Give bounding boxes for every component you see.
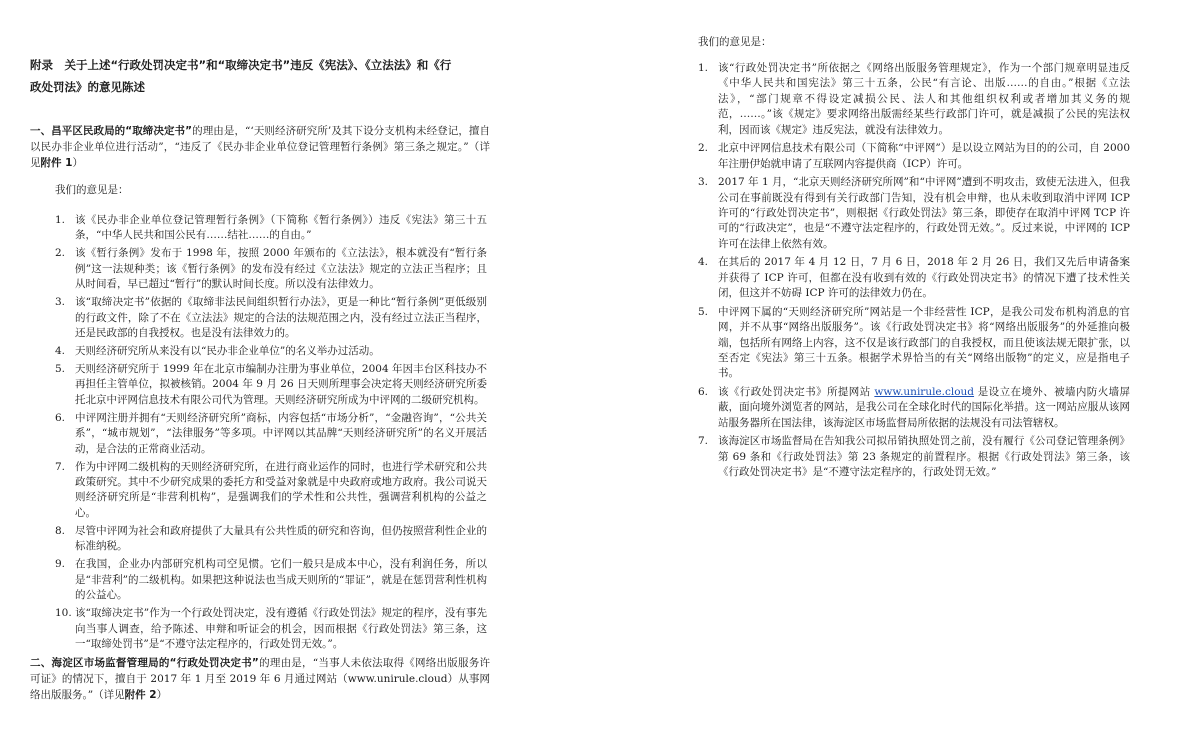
item-text-before-link: 该《行政处罚决定书》所提网站 [718,386,875,399]
list-item [55,411,487,457]
item-text: 该“取缔决定书”作为一个行政处罚决定，没有遵循《行政处罚法》规定的程序，没有事先向当事人调查，给予陈述、申辩和听证会的机会，因而根据《行政处罚法》第三条，这一“取缔处罚书”是“不遵守法定程序的，行政处罚无效。”。 [75,607,487,650]
list-item [55,362,487,408]
section1-opinion-label: 我们的意见是： [55,184,129,196]
item-number: 6. [698,386,709,399]
item-text: 中评网注册并拥有“天则经济研究所”商标，内容包括“市场分析”，“金融咨询”，“公共关系”，“城市规划”，“法律服务”等多项。中评网以其品牌“天则经济研究所”的名义开展活动，是合法的正常商业活动。 [75,411,487,455]
section1-heading [30,123,490,171]
item-text: 该“取缔决定书”依据的《取缔非法民间组织暂行办法》，更是一种比“暂行条例”更低级别的行政文件，除了不在《立法法》规定的合法的法规范围之内，没有经过立法正当程序，还是民政部的自我授权。也是没有法律效力的。 [75,296,487,340]
item-text: 天则经济研究所于 1999 年在北京市编制办注册为事业单位，2004 年因丰台区科技办不再担任主管单位，拟被核销。2004 年 9 月 26 日天则所理事会决定将天则经济研究所委托北京中评网信息技术有限公司代为管理。天则经济研究所成为中评网的二级研究机构。 [75,363,487,406]
item-text: 作为中评网二级机构的天则经济研究所，在进行商业运作的同时，也进行学术研究和公共政策研究。其中不少研究成果的委托方和受益对象就是中央政府或地方政府。我公司说天则经济研究所是“非营利机构”，是强调我们的学术性和公共性，强调营利机构的公益之心。 [75,460,487,519]
section2-heading-text: 的理由是，“当事人未依法取得《网络出版服务许可证》的情况下，擅自于 2017 年 1 月至 2019 年 6 月通过网站（www.unirule.cloud）从事网络出版服务。”（详见 [30,657,490,701]
item-text: 2017 年 1 月，“北京天则经济研究所网”和“中评网”遭到不明攻击，致使无法进入，但我公司在事前既没有得到有关行政部门告知，没有机会申辩，也从未收到取消中评网 ICP 许可的“行政处罚决定书”，则根据《行政处罚法》第三条，即使存在取消中评网 TCP 许可的“行政决定”，也是“不遵守法定程序的，行政处罚无效。”。反过来说，中评网的 ICP 许可在法律上依然有效。 [718,176,1130,250]
item-number: 1. [55,214,66,226]
list-item [698,141,1130,172]
item-text: 在我国，企业办内部研究机构司空见惯。它们一般只是成本中心，没有利润任务，所以是“非营利”的二级机构。如果把这种说法也当成天则所的“罪证”，就是在惩罚营利性机构的公益心。 [75,558,487,602]
section1-attachment-label: 附件 1 [40,157,73,169]
list-item [55,344,487,359]
item-number: 6. [55,411,66,424]
list-item [55,460,487,522]
section2-opinion-label: 我们的意见是： [698,36,772,48]
item-number: 4. [55,345,66,358]
item-number: 5. [698,305,709,318]
list-item [55,524,487,555]
list-item [698,434,1130,480]
item-text: 尽管中评网为社会和政府提供了大量具有公共性质的研究和咨询，但仍按照营利性企业的标准纳税。 [75,524,487,553]
list-item [698,385,1130,431]
item-number: 7. [698,435,709,448]
section1-heading-text: 的理由是，“‘天则经济研究所’及其下设分支机构未经登记，擅自以民办非企业单位进行活动”，“违反了《民办非企业单位登记管理暂行条例》第三条之规定。”（详见 [30,125,490,169]
list-item [55,246,487,292]
item-number: 2. [698,142,709,155]
section1-heading-closing: ） [72,157,83,169]
list-item [55,295,487,341]
section2-heading-bold: 二、海淀区市场监督管理局的“行政处罚决定书” [30,657,259,669]
item-number: 1. [698,62,709,74]
item-number: 5. [55,363,66,376]
list-item [698,175,1130,252]
list-item [55,213,487,244]
item-number: 4. [698,256,709,269]
item-text: 该《暂行条例》发布于 1998 年，按照 2000 年颁布的《立法法》，根本就没有“暂行条例”这一法规种类；该《暂行条例》的发布没有经过《立法法》规定的立法正当程序；且从时间看，早已超过“暂行”的默认时间长度。所以没有法律效力。 [75,247,487,291]
item-text: 该“行政处罚决定书”所依据之《网络出版服务管理规定》，作为一个部门规章明显违反《中华人民共和国宪法》第三十五条，公民“有言论、出版……的自由。”根据《立法法》，“部门规章不得设定减损公民、法人和其他组织权利或者增加其义务的规范，……。”该《规定》要求网络出版需经某些行政部门许可，就是减损了公民的宪法权利，因而该《规定》违反宪法，就没有法律效力。 [718,62,1130,136]
item-text: 在其后的 2017 年 4 月 12 日，7 月 6 日，2018 年 2 月 26 日，我们又先后申请备案并获得了 ICP 许可，但都在没有收到有效的《行政处罚决定书》的情况下遭了技术性关闭，但这并不妨碍 ICP 许可的法律效力仍在。 [718,256,1130,300]
list-item [698,61,1130,138]
item-text: 天则经济研究所从来没有以“民办非企业单位”的名义举办过活动。 [75,345,380,358]
list-item [55,557,487,603]
item-number: 8. [55,524,66,537]
website-link[interactable]: www.unirule.cloud [874,386,975,399]
section2-heading [30,655,490,703]
section1-heading-bold: 一、昌平区民政局的“取缔决定书” [30,125,193,137]
section2-attachment-label: 附件 2 [124,689,157,701]
item-number: 2. [55,247,66,260]
section1-list [55,213,487,655]
item-text: 该海淀区市场监督局在告知我公司拟吊销执照处罚之前，没有履行《公司登记管理条例》第 69 条和《行政处罚法》第 23 条规定的前置程序。根据《行政处罚法》第三条，该《行政处罚决定书》是“不遵守法定程序的，行政处罚无效。” [718,435,1130,479]
item-number: 3. [698,176,709,189]
item-text: 该《民办非企业单位登记管理暂行条例》（下简称《暂行条例》）违反《宪法》第三十五条，“中华人民共和国公民有……结社……的自由。” [75,214,487,242]
list-item [55,606,487,652]
item-number: 3. [55,296,66,309]
item-text: 中评网下属的“天则经济研究所”网站是一个非经营性 ICP，是我公司发布机构消息的官网，并不从事“网络出版服务”。该《行政处罚决定书》将“网络出版服务”的外延推向极端，包括所有网络上内容，这不仅是该行政部门的自我授权，而且使该法规无限扩张，以至否定《宪法》第三十五条。根据学术界恰当的有关“网络出版物”的定义，应是指电子书。 [718,305,1130,380]
list-item [698,255,1130,301]
item-text: 北京中评网信息技术有限公司（下简称“中评网”）是以设立网站为目的的公司，自 2000 年注册伊始就申请了互联网内容提供商（ICP）许可。 [718,142,1130,170]
item-number: 10. [55,607,72,620]
section2-heading-closing: ） [156,689,168,701]
appendix-title: 附录 关于上述“行政处罚决定书”和“取缔决定书”违反《宪法》、《立法法》和《行政处罚法》的意见陈述 [30,58,452,94]
list-item [698,305,1130,382]
item-text-after-link: 是设立在境外、被墙内防火墙屏蔽，面向境外浏览者的网站，是我公司在全球化时代的国际化举措。这一网站应服从该网站服务器所在国法律，该海淀区市场监督局所依据的法规没有司法管辖权。 [718,386,1130,429]
item-number: 7. [55,460,66,473]
section2-list [698,61,1130,484]
item-number: 9. [55,558,66,571]
